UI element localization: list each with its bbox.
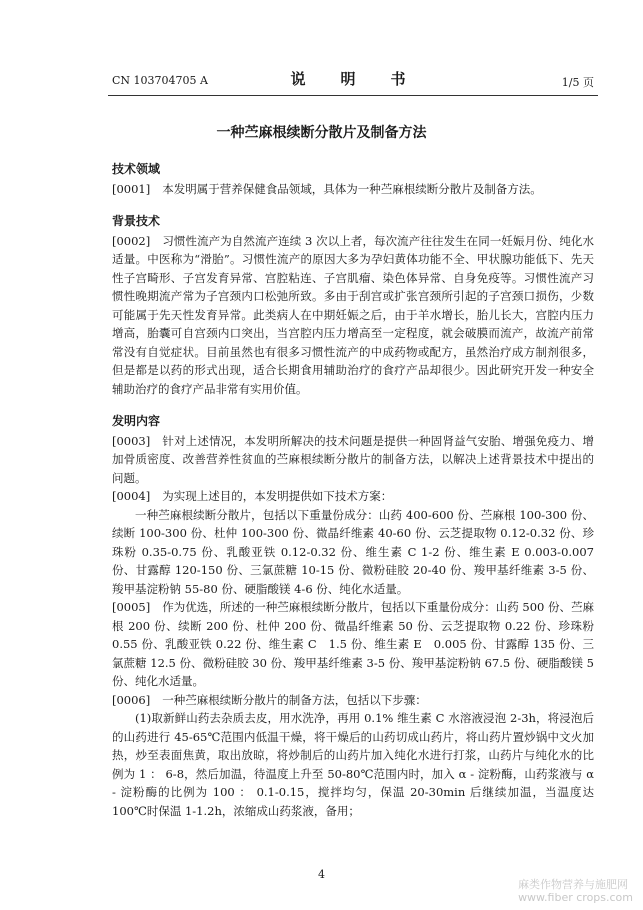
paragraph-text: 作为优选，所述的一种苎麻根续断分散片，包括以下重量份成分：山药 500 份、苎麻根 200 份、续断 200 份、杜仲 200 份、微晶纤维素 50 份、云芝提取物 0.22 份、珍珠粉 0.55 份、乳酸亚铁 0.22 份、维生素 C 1.5 份、维生素 E 0.005 份、甘露醇 135 份、三氯蔗糖 12.5 份、微粉硅胶 30 份、羧甲基纤维素 3-5 份、羧甲基淀粉钠 67.5 份、硬脂酸镁 5 份、纯化水适量。 <box>112 600 595 688</box>
paragraph-text: 为实现上述目的，本发明提供如下技术方案： <box>162 489 393 503</box>
paragraph-text: 习惯性流产为自然流产连续 3 次以上者，每次流产往往发生在同一妊娠月份、纯化水适量。中医称为“滑胎”。习惯性流产的原因大多为孕妇黄体功能不全、甲状腺功能低下、先天性子宫畸形、子宫发育异常、宫腔粘连、子宫肌瘤、染色体异常、自身免疫等。习惯性流产习惯性晚期流产常为子宫颈内口松弛所致。多由于刮宫或扩张宫颈所引起的子宫颈口损伤，少数可能属于先天性发育异常。此类病人在中期妊娠之后，由于羊水增长，胎儿长大，宫腔内压力增高，胎囊可自宫颈内口突出，当宫腔内压力增高至一定程度，就会破膜而流产，故流产前常常没有自觉症状。目前虽然也有很多习惯性流产的中成药物或配方，虽然治疗成方制剂很多，但是都是以药的形式出现，适合长期食用辅助治疗的食疗产品却很少。因此研究开发一种安全辅助治疗的食疗产品非常有实用价值。 <box>112 233 594 396</box>
watermark <box>518 878 633 904</box>
patent-number: CN 103704705 A <box>112 74 208 87</box>
document-body <box>112 160 594 820</box>
section-heading-background: 背景技术 <box>112 214 161 228</box>
paragraph-tag: [0004] <box>112 489 151 503</box>
paragraph-tag: [0001] <box>112 181 151 196</box>
paragraph-tag: [0006] <box>112 692 151 707</box>
paragraph-tag: [0005] <box>112 600 151 614</box>
section-heading-tech-field: 技术领域 <box>112 162 161 176</box>
watermark-line-2: www.fiber crops.com <box>518 891 633 904</box>
patent-title: 一种苎麻根续断分散片及制备方法 <box>216 125 427 141</box>
paragraph-text: 一种苎麻根续断分散片的制备方法，包括以下步骤： <box>162 692 427 707</box>
paragraph-text: 针对上述情况，本发明所解决的技术问题是提供一种固肾益气安胎、增强免疫力、增加骨质密度、改善营养性贫血的苎麻根续断分散片的制备方法，以解决上述背景技术中提出的问题。 <box>112 433 594 485</box>
page-ratio: 1/5 页 <box>561 76 594 89</box>
paragraph-tag: [0002] <box>112 233 151 248</box>
header-rule <box>108 95 598 96</box>
document-header <box>112 68 594 90</box>
paragraph-0006-step-1: (1)取新鲜山药去杂质去皮，用水洗净，再用 0.1% 维生素 C 水溶液浸泡 2-3h，将浸泡后的山药进行 45-65℃范围内低温干燥，将干燥后的山药切成山药片，将山药片置炒锅中文火加热，炒至表面焦黄，取出放晾，将炒制后的山药片加入纯化水进行打浆，山药片与纯化水的比例为 1 ： 6-8，然后加温，待温度上升至 50-80℃范围内时，加入 α - 淀粉酶，山药浆液与 α - 淀粉酶的比例为 100 ： 0.1-0.15，搅拌均匀，保温 20-30min 后继续加温，当温度达 100℃时保温 1-1.2h，浓缩成山药浆液，备用； <box>112 711 594 818</box>
paragraph-0005 <box>112 598 594 691</box>
document-type: 说 明 书 <box>290 70 416 88</box>
paragraph-0001 <box>112 180 594 199</box>
paragraph-0004 <box>112 487 594 506</box>
page-number: 4 <box>318 868 325 881</box>
paragraph-text: 本发明属于营养保健食品领域，具体为一种苎麻根续断分散片及制备方法。 <box>162 181 542 196</box>
section-heading-invention: 发明内容 <box>112 414 161 428</box>
paragraph-0004-body: 一种苎麻根续断分散片，包括以下重量份成分：山药 400-600 份、苎麻根 100-300 份、续断 100-300 份、杜仲 100-300 份、微晶纤维素 40-60 份、云芝提取物 0.12-0.32 份、珍珠粉 0.35-0.75 份、乳酸亚铁 0.12-0.32 份、维生素 C 1-2 份、维生素 E 0.003-0.007 份、甘露醇 120-150 份、三氯蔗糖 10-15 份、微粉硅胶 20-40 份、羧甲基纤维素 3-5 份、羧甲基淀粉钠 55-80 份、硬脂酸镁 4-6 份、纯化水适量。 <box>112 507 594 596</box>
paragraph-0002 <box>112 232 594 399</box>
paragraph-0006 <box>112 691 594 710</box>
paragraph-0003 <box>112 432 594 488</box>
paragraph-tag: [0003] <box>112 433 151 448</box>
watermark-line-1: 麻类作物营养与施肥网 <box>518 878 629 891</box>
